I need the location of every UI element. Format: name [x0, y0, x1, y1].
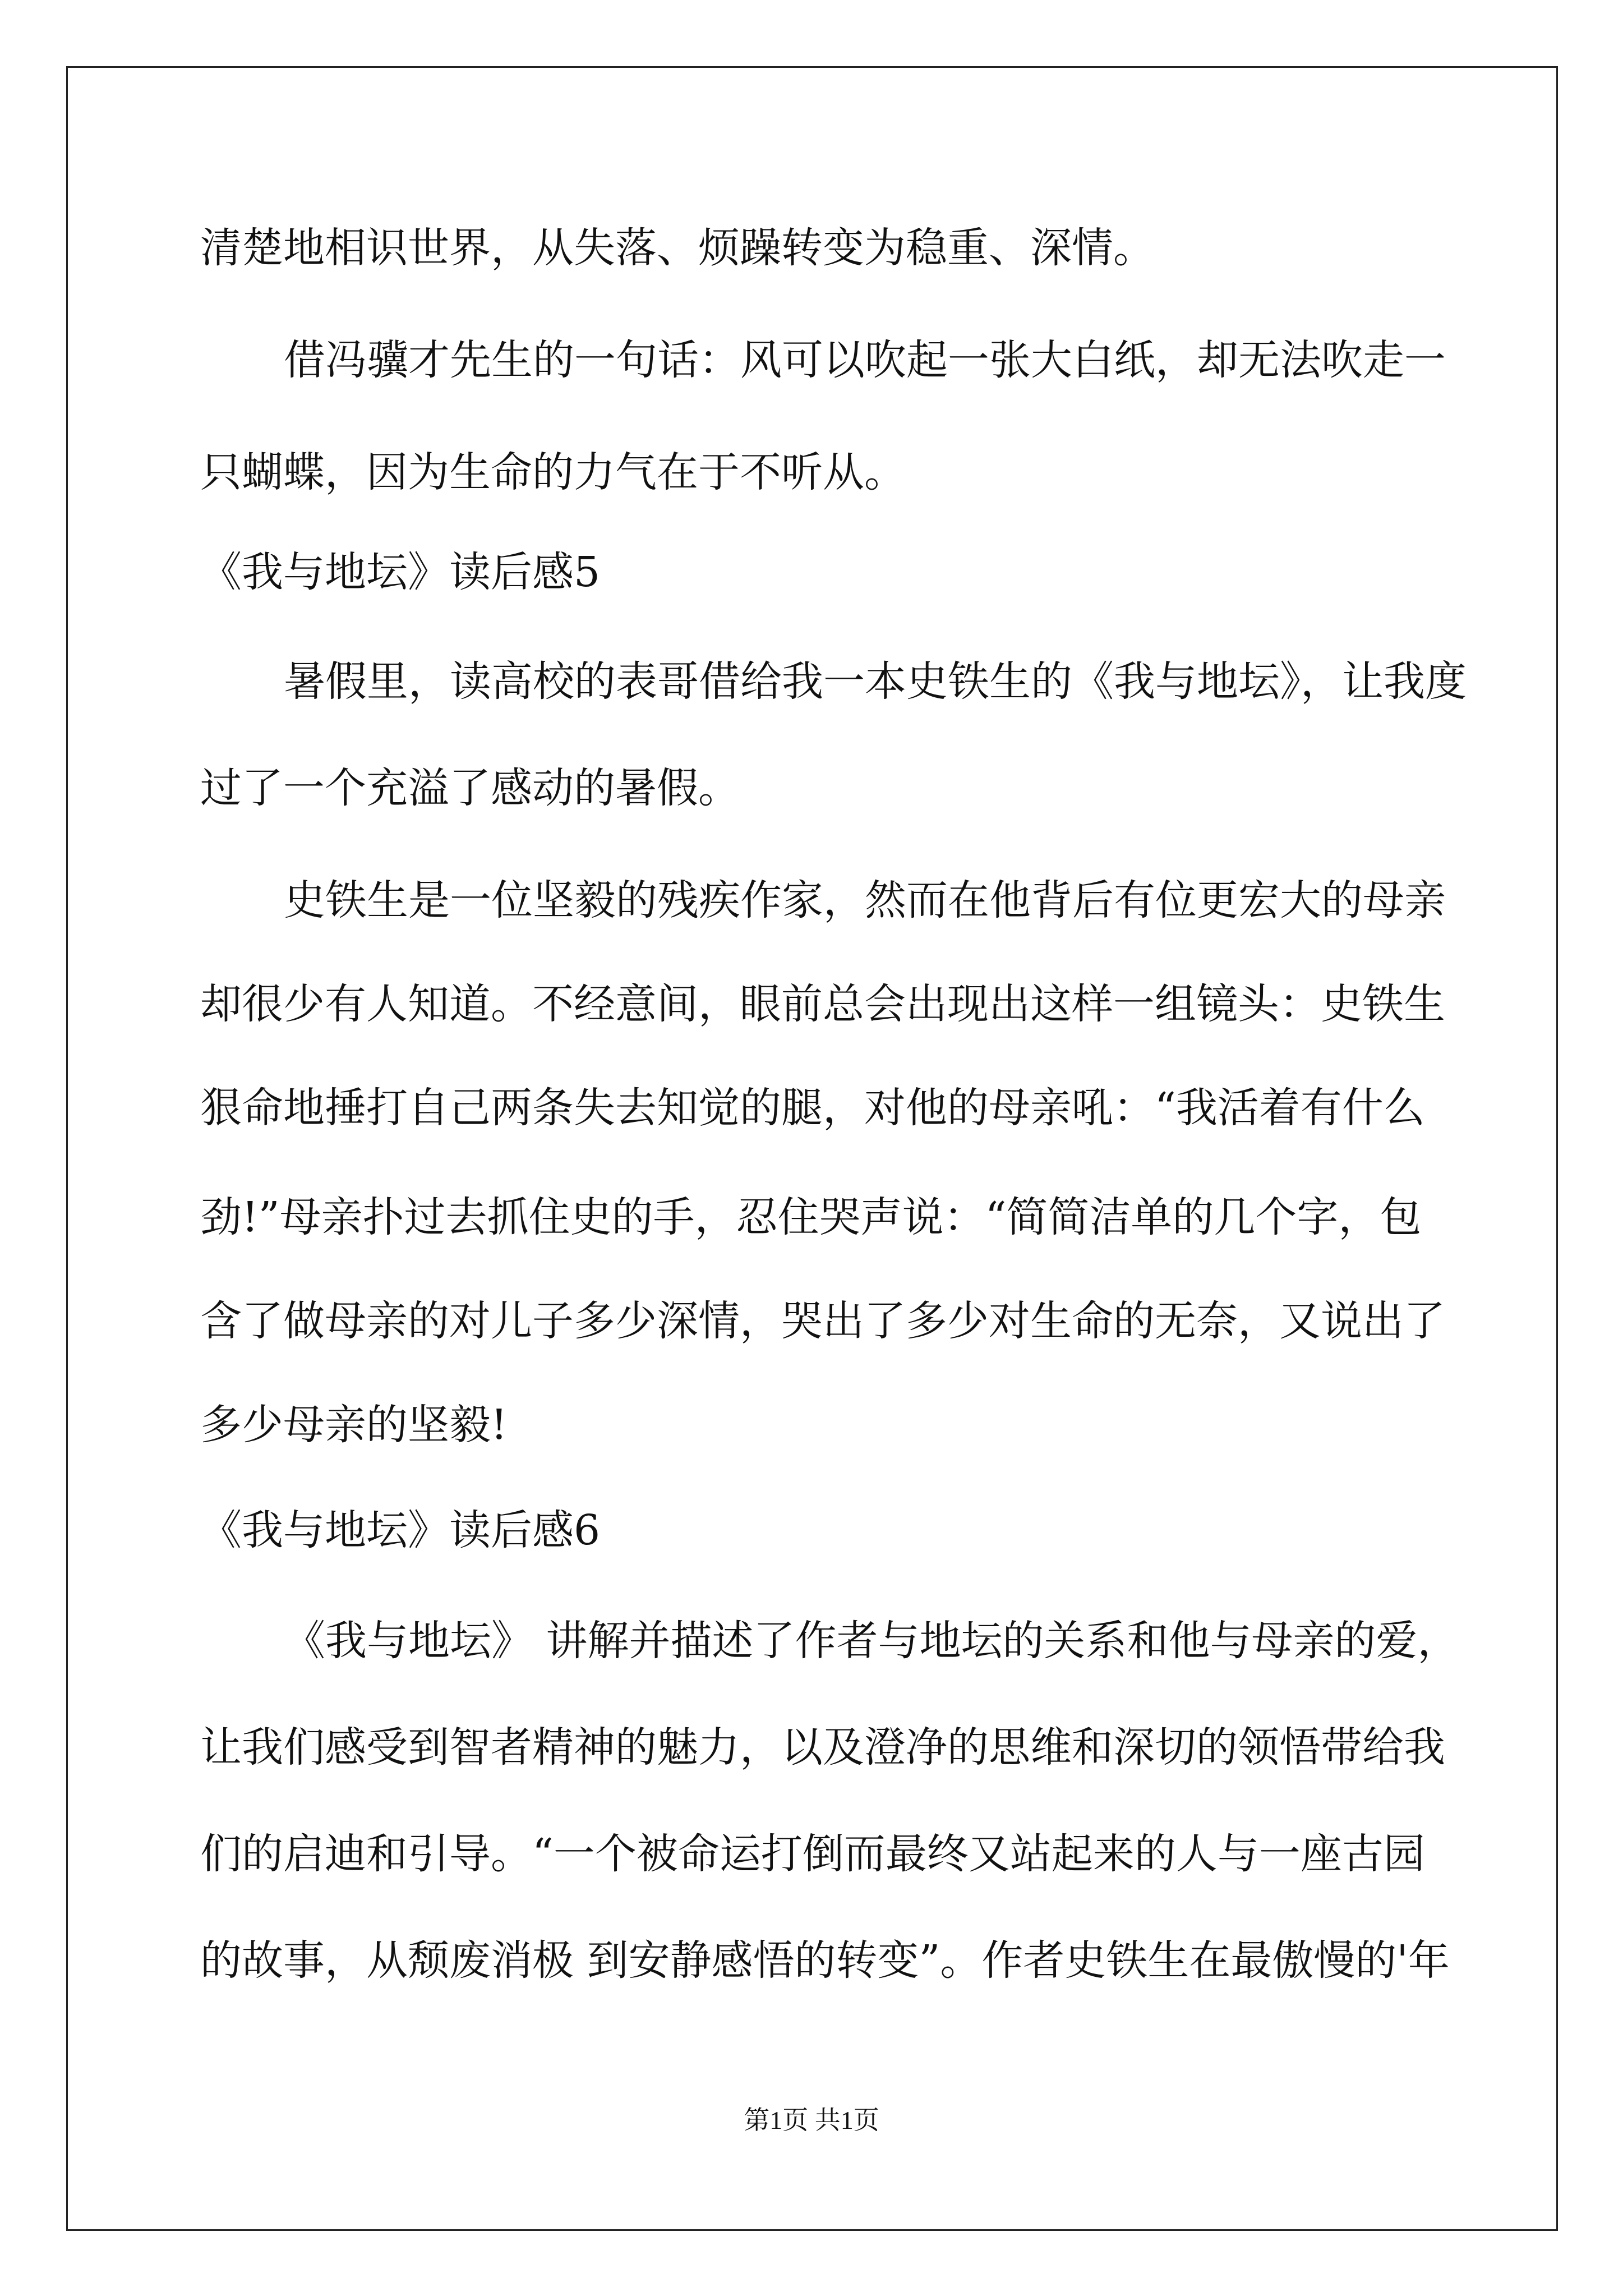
text-line: 借冯骥才先生的一句话：风可以吹起一张大白纸，却无法吹走一 — [284, 336, 1446, 384]
section-heading: 《我与地坛》读后感5 — [200, 548, 601, 596]
text-line: 清楚地相识世界，从失落、烦躁转变为稳重、深情。 — [200, 224, 1155, 272]
text-line: 劲!”母亲扑过去抓住史的手，忍住哭声说：“简简洁单的几个字，包 — [200, 1193, 1422, 1241]
text-line: 含了做母亲的对儿子多少深情，哭出了多少对生命的无奈，又说出了 — [200, 1297, 1445, 1345]
page-border — [66, 66, 1558, 2231]
text-line: 多少母亲的坚毅! — [200, 1401, 508, 1449]
text-line: 过了一个充溢了感动的暑假。 — [200, 764, 740, 812]
text-line: 的故事，从颓废消极 到安静感悟的转变”。作者史铁生在最傲慢的'年 — [200, 1936, 1450, 1985]
text-line: 史铁生是一位坚毅的残疾作家，然而在他背后有位更宏大的母亲 — [284, 876, 1446, 924]
text-line: 暑假里，读高校的表哥借给我一本史铁生的《我与地坛》，让我度 — [284, 657, 1467, 706]
text-line: 却很少有人知道。不经意间，眼前总会出现出这样一组镜头：史铁生 — [200, 980, 1445, 1028]
page-footer: 第1页 共1页 — [744, 2106, 879, 2134]
text-line: 们的启迪和引导。“一个被命运打倒而最终又站起来的人与一座古园 — [200, 1830, 1425, 1878]
text-line: 让我们感受到智者精神的魅力，以及澄净的思维和深切的领悟带给我 — [200, 1723, 1445, 1772]
section-heading: 《我与地坛》读后感6 — [200, 1506, 601, 1554]
text-line: 狠命地捶打自己两条失去知觉的腿，对他的母亲吼：“我活着有什么 — [200, 1084, 1425, 1132]
text-line: 只蝴蝶，因为生命的力气在于不听从。 — [200, 448, 906, 496]
text-line: 《我与地坛》 讲解并描述了作者与地坛的关系和他与母亲的爱， — [284, 1617, 1459, 1665]
